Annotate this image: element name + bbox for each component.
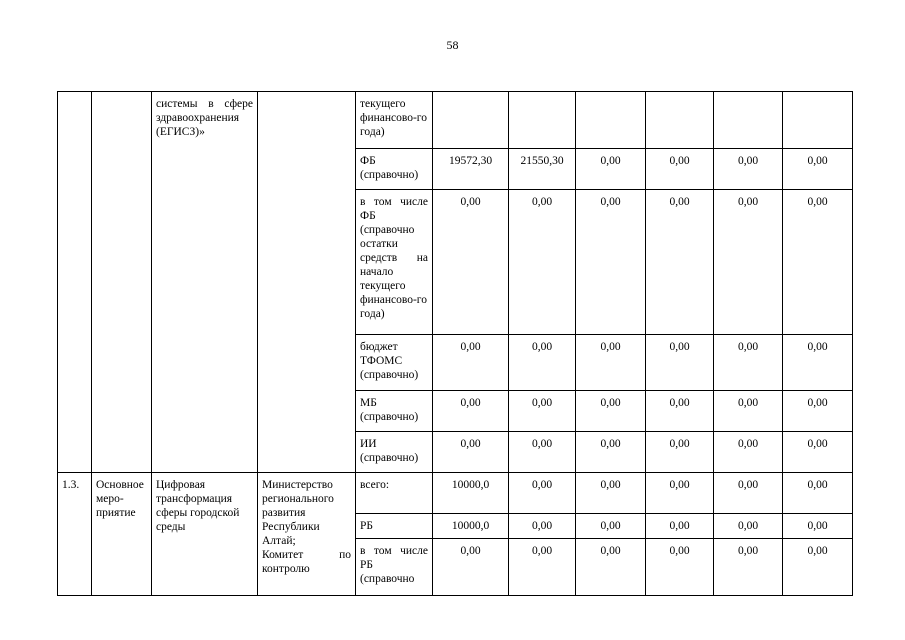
value-cell: 0,00 bbox=[576, 190, 646, 335]
value-cell: 0,00 bbox=[646, 432, 714, 473]
value-cell: 0,00 bbox=[576, 473, 646, 514]
value-cell bbox=[576, 92, 646, 149]
value-cell: 0,00 bbox=[783, 391, 853, 432]
value-cell: 0,00 bbox=[646, 335, 714, 391]
value-cell: 0,00 bbox=[646, 190, 714, 335]
value-cell: 0,00 bbox=[576, 391, 646, 432]
executor-word: по bbox=[339, 549, 351, 561]
value-cell: 0,00 bbox=[509, 190, 576, 335]
value-cell: 0,00 bbox=[646, 473, 714, 514]
funding-label: ИИ (справочно) bbox=[356, 432, 433, 473]
value-cell: 0,00 bbox=[576, 149, 646, 190]
description-cell: системы в сфере здравоохранения (ЕГИСЗ)» bbox=[152, 92, 258, 473]
value-cell: 0,00 bbox=[509, 432, 576, 473]
value-cell: 0,00 bbox=[646, 539, 714, 596]
value-cell: 0,00 bbox=[646, 149, 714, 190]
value-cell: 0,00 bbox=[433, 432, 509, 473]
value-cell: 0,00 bbox=[576, 539, 646, 596]
value-cell bbox=[509, 92, 576, 149]
value-cell: 0,00 bbox=[783, 149, 853, 190]
value-cell bbox=[646, 92, 714, 149]
item-type-line: Основное bbox=[96, 479, 144, 491]
executor-line bbox=[262, 548, 351, 562]
value-cell: 0,00 bbox=[714, 391, 783, 432]
item-executor bbox=[258, 473, 356, 596]
type-cell bbox=[92, 92, 152, 473]
value-cell: 0,00 bbox=[509, 335, 576, 391]
item-name: Цифровая трансформация сферы городской среды bbox=[152, 473, 258, 596]
funding-label: РБ bbox=[356, 514, 433, 539]
number-cell bbox=[58, 92, 92, 473]
value-cell: 0,00 bbox=[433, 391, 509, 432]
value-cell bbox=[433, 92, 509, 149]
value-cell: 0,00 bbox=[509, 391, 576, 432]
value-cell: 0,00 bbox=[433, 539, 509, 596]
top-block bbox=[58, 92, 853, 473]
value-cell: 21550,30 bbox=[509, 149, 576, 190]
value-cell: 0,00 bbox=[433, 190, 509, 335]
funding-label: текущего финансово-го года) bbox=[356, 92, 433, 149]
item-number: 1.3. bbox=[58, 473, 92, 596]
value-cell: 0,00 bbox=[783, 514, 853, 539]
value-cell: 0,00 bbox=[714, 473, 783, 514]
item-type-line: приятие bbox=[96, 507, 136, 519]
value-cell: 0,00 bbox=[783, 335, 853, 391]
value-cell: 0,00 bbox=[783, 190, 853, 335]
value-cell: 0,00 bbox=[433, 335, 509, 391]
value-cell: 0,00 bbox=[576, 514, 646, 539]
funding-label: в том числе ФБ (справочно остатки средств на начало текущего финансово-го года) bbox=[356, 190, 433, 335]
value-cell: 0,00 bbox=[509, 473, 576, 514]
value-cell bbox=[714, 92, 783, 149]
item-type-line: меро- bbox=[96, 493, 124, 505]
table-row bbox=[58, 473, 853, 514]
value-cell: 0,00 bbox=[714, 514, 783, 539]
executor-text: контролю bbox=[262, 563, 310, 575]
funding-label: в том числе РБ (справочно bbox=[356, 539, 433, 596]
value-cell: 0,00 bbox=[714, 335, 783, 391]
executor-cell bbox=[258, 92, 356, 473]
table-row bbox=[58, 92, 853, 149]
page-number: 58 bbox=[446, 38, 459, 52]
funding-label: МБ (справочно) bbox=[356, 391, 433, 432]
value-cell: 0,00 bbox=[646, 514, 714, 539]
value-cell: 0,00 bbox=[509, 539, 576, 596]
value-cell: 0,00 bbox=[646, 391, 714, 432]
funding-label: ФБ (справочно) bbox=[356, 149, 433, 190]
funding-label: бюджет ТФОМС (справочно) bbox=[356, 335, 433, 391]
value-cell: 0,00 bbox=[783, 539, 853, 596]
value-cell: 0,00 bbox=[714, 149, 783, 190]
value-cell: 0,00 bbox=[783, 432, 853, 473]
value-cell bbox=[783, 92, 853, 149]
value-cell: 0,00 bbox=[576, 335, 646, 391]
executor-word: Комитет bbox=[262, 549, 304, 561]
value-cell: 0,00 bbox=[714, 539, 783, 596]
value-cell: 0,00 bbox=[714, 432, 783, 473]
value-cell: 0,00 bbox=[509, 514, 576, 539]
value-cell: 0,00 bbox=[783, 473, 853, 514]
value-cell: 10000,0 bbox=[433, 473, 509, 514]
value-cell: 0,00 bbox=[576, 432, 646, 473]
executor-text: Министерство регионального развития Республики Алтай; bbox=[262, 479, 334, 547]
value-cell: 0,00 bbox=[714, 190, 783, 335]
value-cell: 19572,30 bbox=[433, 149, 509, 190]
item-type bbox=[92, 473, 152, 596]
funding-label: всего: bbox=[356, 473, 433, 514]
budget-table bbox=[57, 91, 853, 596]
value-cell: 10000,0 bbox=[433, 514, 509, 539]
item-1-3-block bbox=[58, 473, 853, 596]
